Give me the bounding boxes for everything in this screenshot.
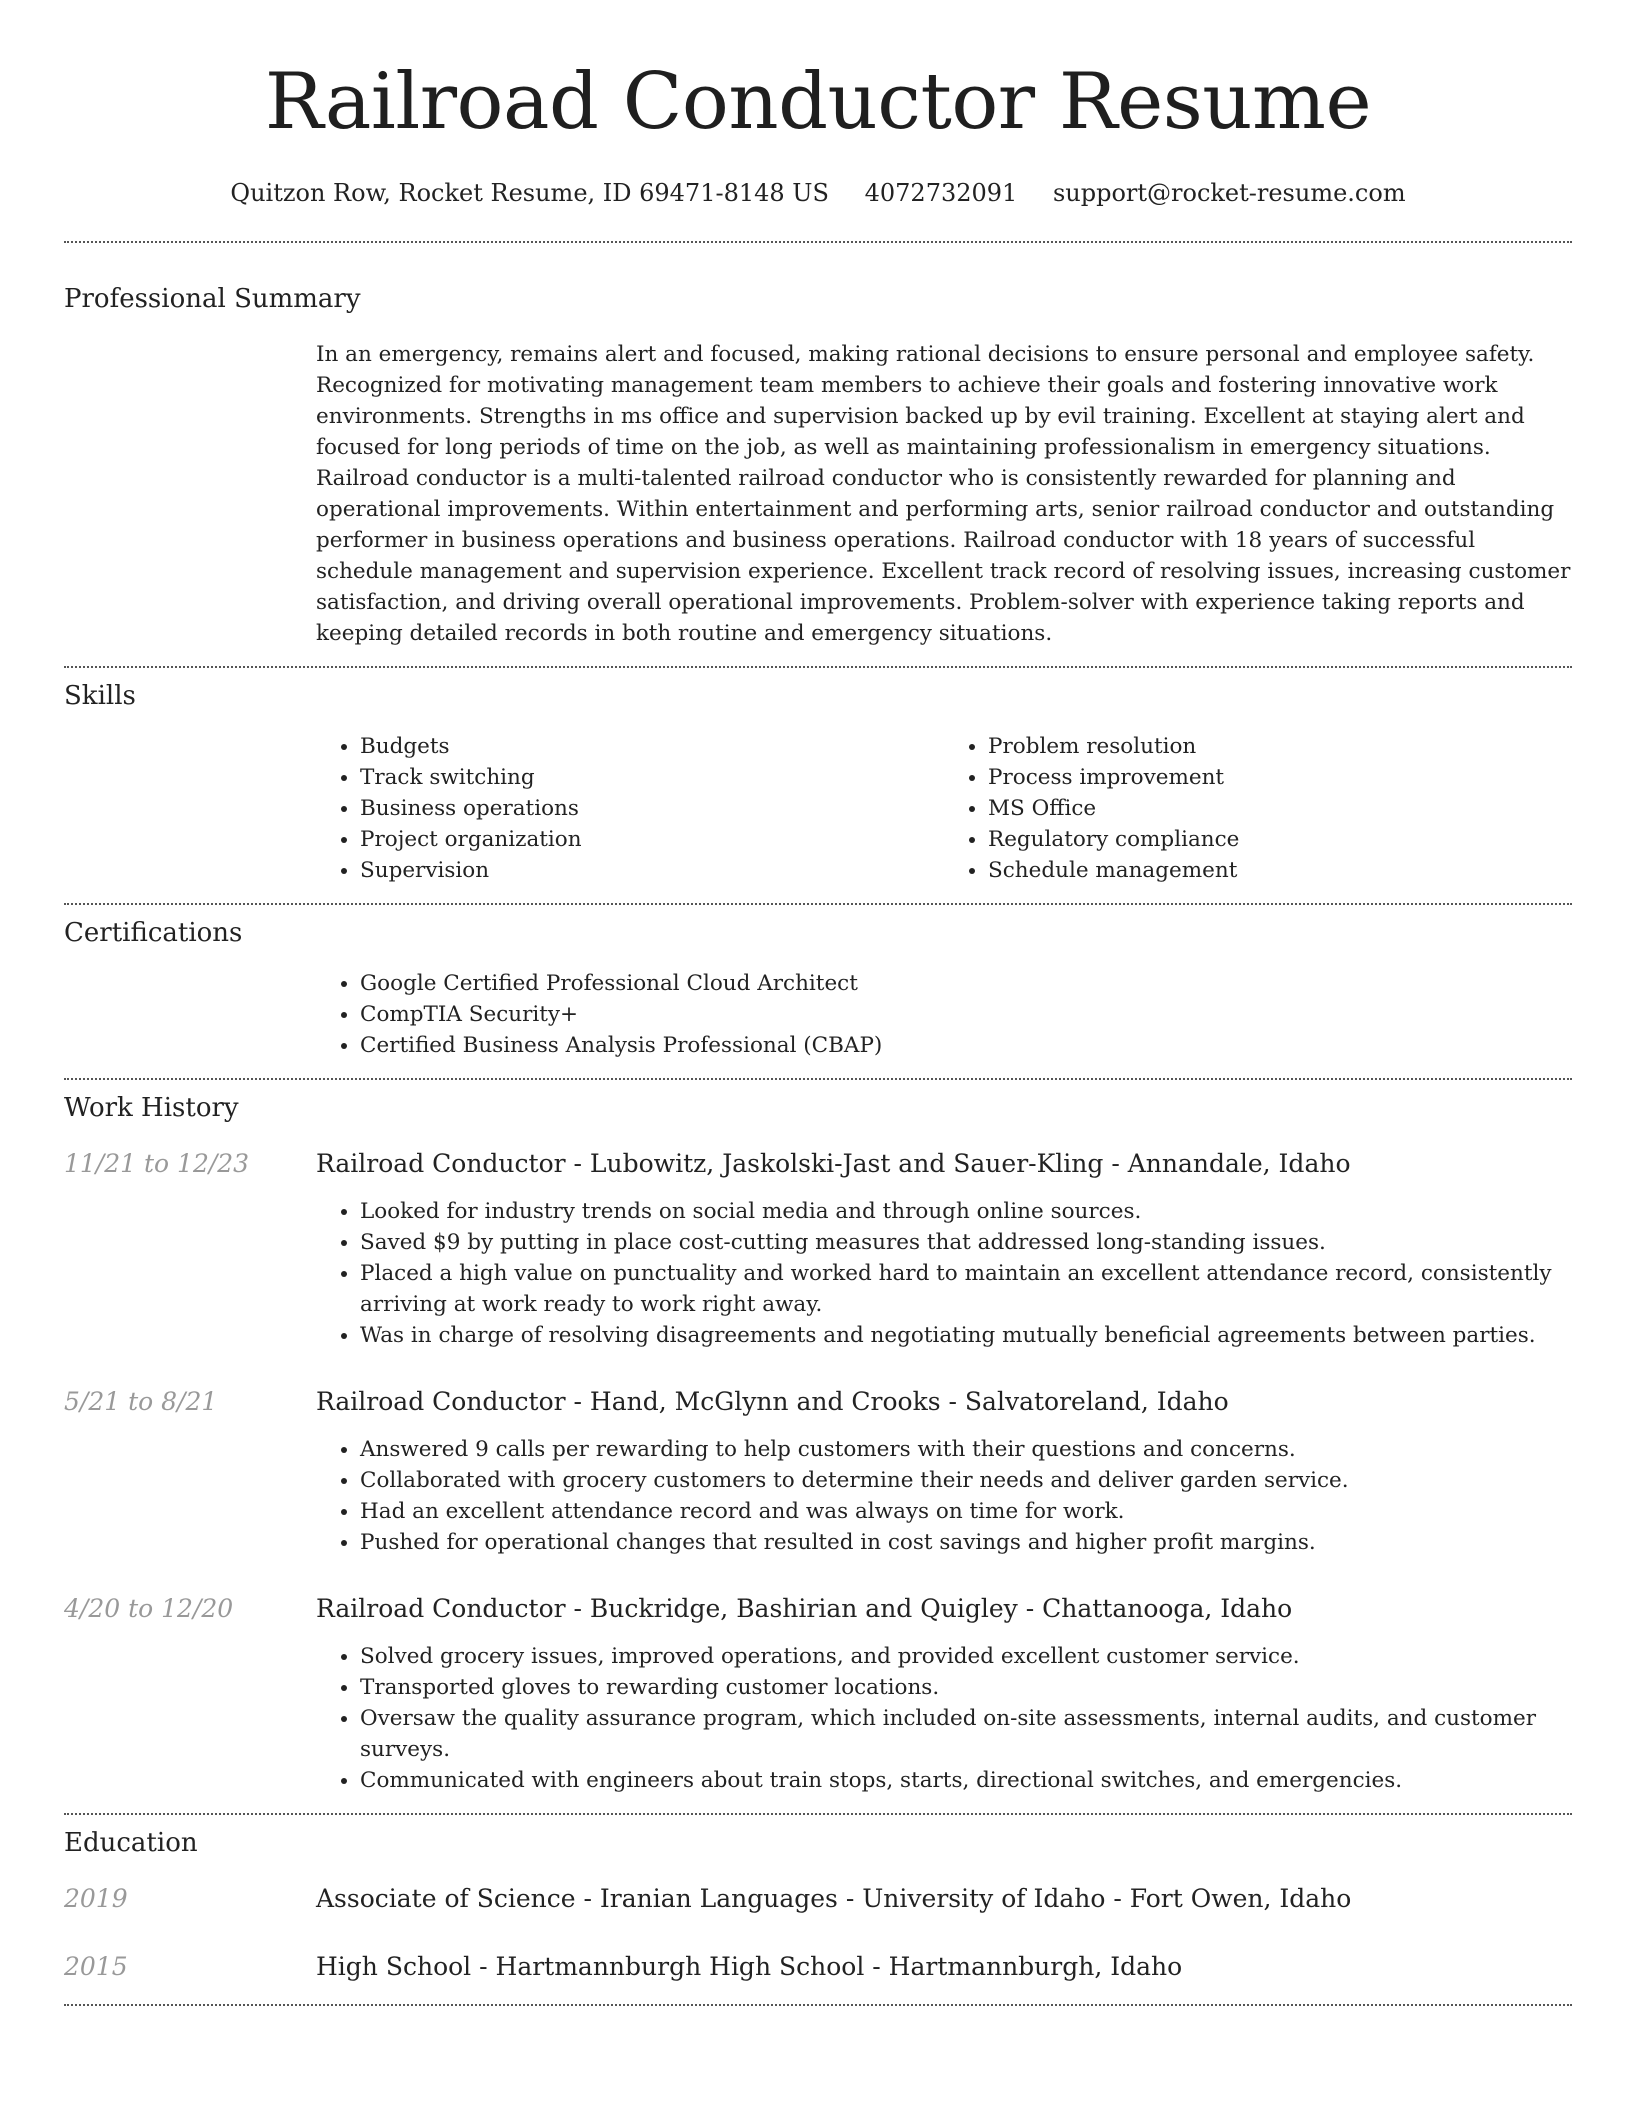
education-entry — [64, 1881, 1572, 1917]
list-item: • Saved $9 by putting in place cost-cutting measures that addressed long-standing issues. — [360, 1227, 1572, 1258]
resume-page — [64, 0, 1572, 2006]
list-item: • Supervision — [360, 855, 944, 886]
list-item: • Collaborated with grocery customers to determine their needs and deliver garden service. — [360, 1465, 1572, 1496]
education-section — [64, 1825, 1572, 1985]
education-title: Associate of Science - Iranian Languages - University of Idaho - Fort Owen, Idaho — [316, 1884, 1352, 1913]
job-entry — [64, 1384, 1572, 1558]
job-entry — [64, 1146, 1572, 1351]
skills-list-left — [316, 731, 944, 886]
divider — [64, 241, 1572, 243]
education-heading: Education — [64, 1828, 198, 1858]
education-date: 2015 — [64, 1952, 128, 1981]
skills-heading: Skills — [64, 681, 136, 711]
list-item: • Regulatory compliance — [988, 824, 1572, 855]
list-item: • Answered 9 calls per rewarding to help customers with their questions and concerns. — [360, 1434, 1572, 1465]
job-title: Railroad Conductor - Buckridge, Bashirian and Quigley - Chattanooga, Idaho — [316, 1594, 1293, 1623]
list-item: • Budgets — [360, 731, 944, 762]
job-date: 4/20 to 12/20 — [64, 1594, 234, 1623]
list-item: • Problem resolution — [988, 731, 1572, 762]
list-item: • Certified Business Analysis Professional (CBAP) — [360, 1030, 1572, 1061]
list-item: • CompTIA Security+ — [360, 999, 1572, 1030]
job-title: Railroad Conductor - Lubowitz, Jaskolski-Jast and Sauer-Kling - Annandale, Idaho — [316, 1149, 1351, 1178]
skills-list-right — [944, 731, 1572, 886]
summary-text: In an emergency, remains alert and focused, making rational decisions to ensure personal and employee safety. Recognized for motivating management team members to achieve their goals and fostering innovative work environments. Strengths in ms office and supervision backed up by evil training. Excellent at staying alert and focused for long periods of time on the job, as well as maintaining professionalism in emergency situations. Railroad conductor is a multi-talented railroad conductor who is consistently rewarded for planning and operational improvements. Within entertainment and performing arts, senior railroad conductor and outstanding performer in business operations and business operations. Railroad conductor with 18 years of successful schedule management and supervision experience. Excellent track record of resolving issues, increasing customer satisfaction, and driving overall operational improvements. Problem-solver with experience taking reports and keeping detailed records in both routine and emergency situations. — [316, 342, 1571, 646]
list-item: • Placed a high value on punctuality and worked hard to maintain an excellent attendance record, consistently arriving at work ready to work right away. — [360, 1258, 1572, 1320]
summary-section — [64, 281, 1572, 649]
list-item: • Was in charge of resolving disagreements and negotiating mutually beneficial agreements between parties. — [360, 1320, 1572, 1351]
contact-phone: 4072732091 — [864, 179, 1018, 207]
education-entry — [64, 1949, 1572, 1985]
divider — [64, 2004, 1572, 2006]
work-heading: Work History — [64, 1093, 239, 1123]
job-date: 5/21 to 8/21 — [64, 1387, 218, 1416]
list-item: • Looked for industry trends on social media and through online sources. — [360, 1196, 1572, 1227]
contact-line — [64, 176, 1572, 210]
job-date: 11/21 to 12/23 — [64, 1149, 250, 1178]
certifications-list — [316, 968, 1572, 1061]
contact-email: support@rocket-resume.com — [1052, 179, 1406, 207]
list-item: • Track switching — [360, 762, 944, 793]
list-item: • Pushed for operational changes that resulted in cost savings and higher profit margins. — [360, 1527, 1572, 1558]
list-item: • Had an excellent attendance record and was always on time for work. — [360, 1496, 1572, 1527]
list-item: • Solved grocery issues, improved operations, and provided excellent customer service. — [360, 1641, 1572, 1672]
divider — [64, 903, 1572, 905]
job-bullets — [316, 1641, 1572, 1796]
divider — [64, 1813, 1572, 1815]
certifications-heading: Certifications — [64, 918, 243, 948]
skills-section — [64, 678, 1572, 886]
job-bullets — [316, 1196, 1572, 1351]
certifications-section — [64, 915, 1572, 1061]
list-item: • Business operations — [360, 793, 944, 824]
job-title: Railroad Conductor - Hand, McGlynn and Crooks - Salvatoreland, Idaho — [316, 1387, 1229, 1416]
job-entry — [64, 1591, 1572, 1796]
divider — [64, 666, 1572, 668]
list-item: • Schedule management — [988, 855, 1572, 886]
summary-heading: Professional Summary — [64, 284, 361, 314]
list-item: • Oversaw the quality assurance program, which included on-site assessments, internal audits, and customer surveys. — [360, 1703, 1572, 1765]
education-title: High School - Hartmannburgh High School - Hartmannburgh, Idaho — [316, 1952, 1183, 1981]
list-item: • MS Office — [988, 793, 1572, 824]
divider — [64, 1078, 1572, 1080]
list-item: • Process improvement — [988, 762, 1572, 793]
work-section — [64, 1090, 1572, 1796]
job-bullets — [316, 1434, 1572, 1558]
resume-title: Railroad Conductor Resume — [264, 57, 1372, 147]
list-item: • Transported gloves to rewarding customer locations. — [360, 1672, 1572, 1703]
list-item: • Google Certified Professional Cloud Architect — [360, 968, 1572, 999]
list-item: • Communicated with engineers about train stops, starts, directional switches, and emergencies. — [360, 1765, 1572, 1796]
list-item: • Project organization — [360, 824, 944, 855]
education-date: 2019 — [64, 1884, 128, 1913]
contact-address: Quitzon Row, Rocket Resume, ID 69471-8148 US — [230, 179, 829, 207]
